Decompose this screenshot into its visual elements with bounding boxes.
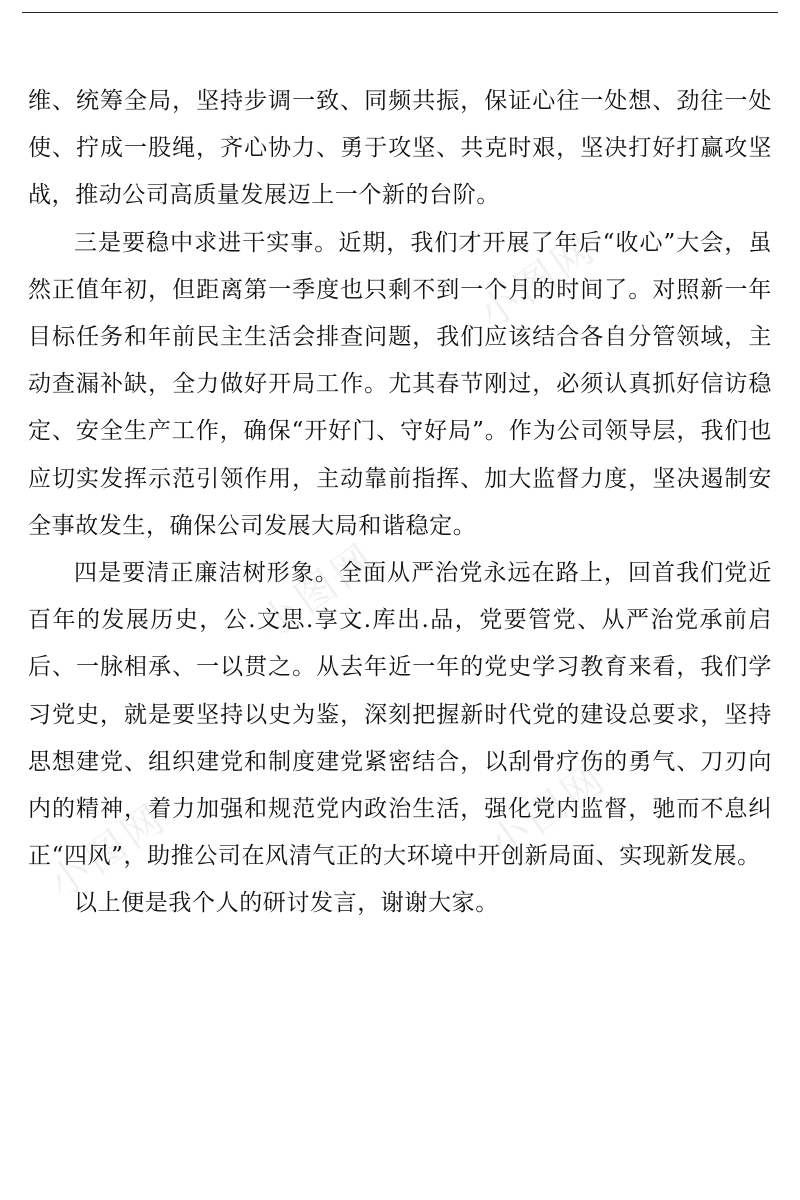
watermark-text: 小图网	[480, 754, 616, 869]
paragraph-point-four: 四是要清正廉洁树形象。全面从严治党永远在路上，回首我们党近百年的发展历史，公.文思.享文.库出.品，党要管党、从严治党承前启后、一脉相承、一以贯之。从去年近一年的党史学习教育来看，我们学习党史，就是要坚持以史为鉴，深刻把握新时代党的建设总要求，坚持思想建党、组织建党和制度建党紧密结合，以刮骨疗伤的勇气、刀刃向内的精神，着力加强和规范党内政治生活，强化党内监督，驰而不息纠正“四风”，助推公司在风清气正的大环境中开创新局面、实现新发展。	[28, 560, 772, 870]
watermark-text: 小图网	[470, 224, 606, 339]
paragraph-continuation: 维、统筹全局，坚持步调一致、同频共振，保证心往一处想、劲往一处使、拧成一股绳，齐心协力、勇于攻坚、共克时艰，坚决打好打赢攻坚战，推动公司高质量发展迈上一个新的台阶。	[28, 88, 772, 209]
paragraph-closing: 以上便是我个人的研讨发言，谢谢大家。	[74, 890, 499, 917]
watermark-text: 小图网	[40, 794, 176, 909]
paragraph-point-three: 三是要稳中求进干实事。近期，我们才开展了年后“收心”大会，虽然正值年初，但距离第一季度也只剩不到一个月的时间了。对照新一年目标任务和年前民主生活会排查问题，我们应该结合各自分管领域，主动查漏补缺，全力做好开局工作。尤其春节刚过，必须认真抓好信访稳定、安全生产工作，确保“开好门、守好局”。作为公司领导层，我们也应切实发挥示范引领作用，主动靠前指挥、加大监督力度，坚决遏制安全事故发生，确保公司发展大局和谐稳定。	[28, 229, 772, 539]
document-body	[28, 78, 772, 928]
watermark-text: 小图网	[250, 534, 386, 649]
header-rule	[22, 12, 778, 13]
